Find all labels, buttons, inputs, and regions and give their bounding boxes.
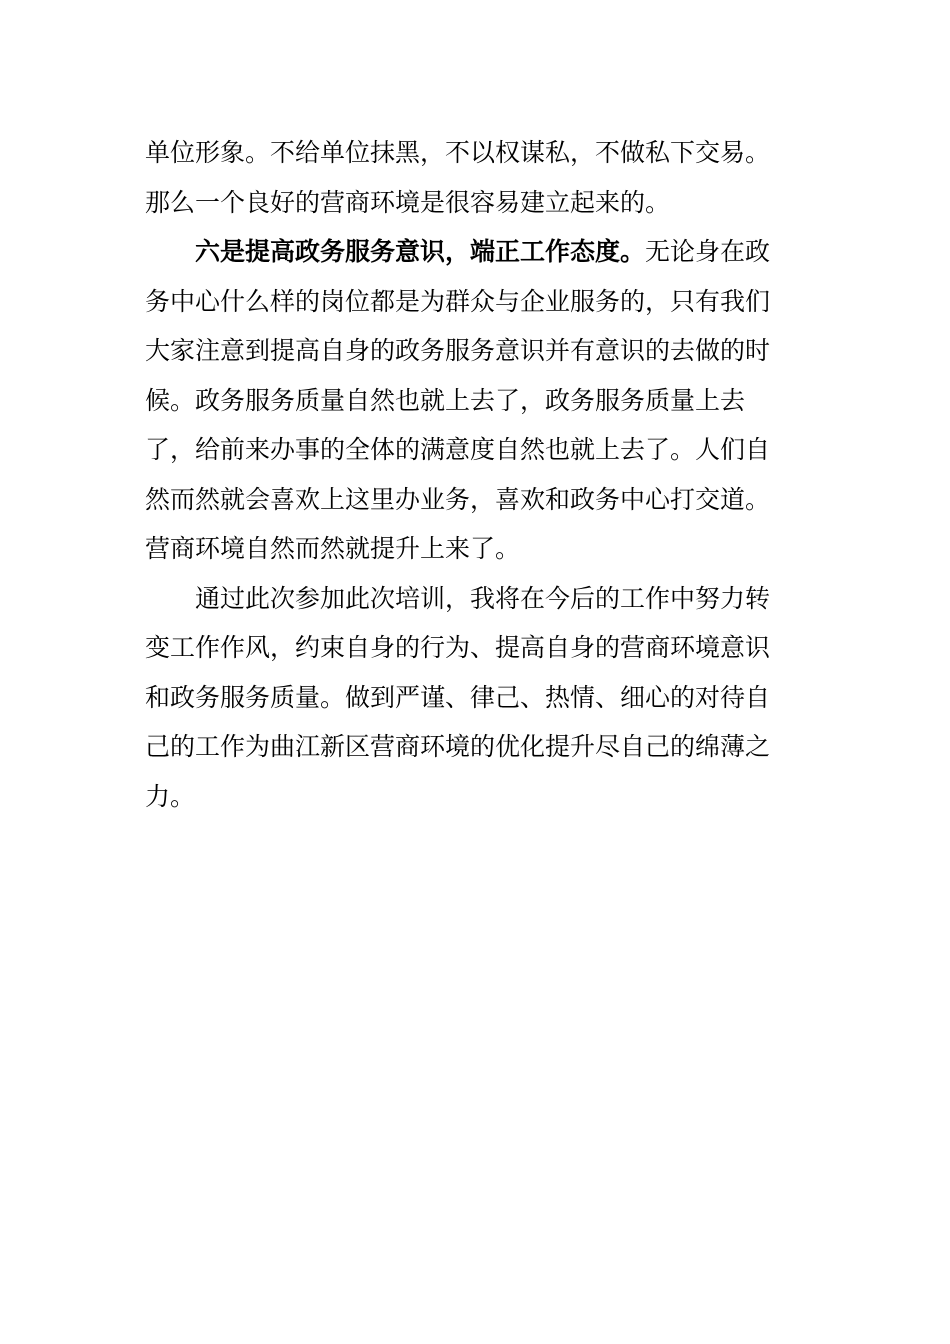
- text-line: 营商环境自然而然就提升上来了。: [145, 534, 521, 563]
- text-line: 候。政务服务质量自然也就上去了，政务服务质量上去: [145, 385, 746, 415]
- text-line: 和政务服务质量。做到严谨、律己、热情、细心的对待自: [145, 682, 771, 712]
- text-line: 力。: [145, 781, 196, 811]
- text-line: 了，给前来办事的全体的满意度自然也就上去了。人们自: [145, 435, 771, 464]
- paragraph-1: [145, 128, 810, 227]
- text-line: 己的工作为曲江新区营商环境的优化提升尽自己的绵薄之: [145, 732, 771, 761]
- text-line: 变工作作风，约束自身的行为、提高自身的营商环境意识: [145, 633, 771, 662]
- section-heading: 六是提高政务服务意识，端正工作态度。: [195, 237, 646, 266]
- text-line: 务中心什么样的岗位都是为群众与企业服务的，只有我们: [145, 286, 771, 316]
- text-line: 单位形象。不给单位抹黑，不以权谋私，不做私下交易。: [145, 138, 771, 167]
- text-line-first: 通过此次参加此次培训，我将在今后的工作中努力转: [195, 583, 771, 613]
- paragraph-2: [145, 227, 810, 574]
- text-line: 然而然就会喜欢上这里办业务，喜欢和政务中心打交道。: [145, 484, 771, 514]
- paragraph-3: [145, 574, 810, 822]
- text-line: 大家注意到提高自身的政务服务意识并有意识的去做的时: [145, 336, 771, 365]
- document-body: [145, 128, 810, 821]
- text-line-first: [145, 227, 810, 277]
- text-line: 那么一个良好的营商环境是很容易建立起来的。: [145, 187, 671, 217]
- text-run: 无论身在政: [645, 237, 771, 266]
